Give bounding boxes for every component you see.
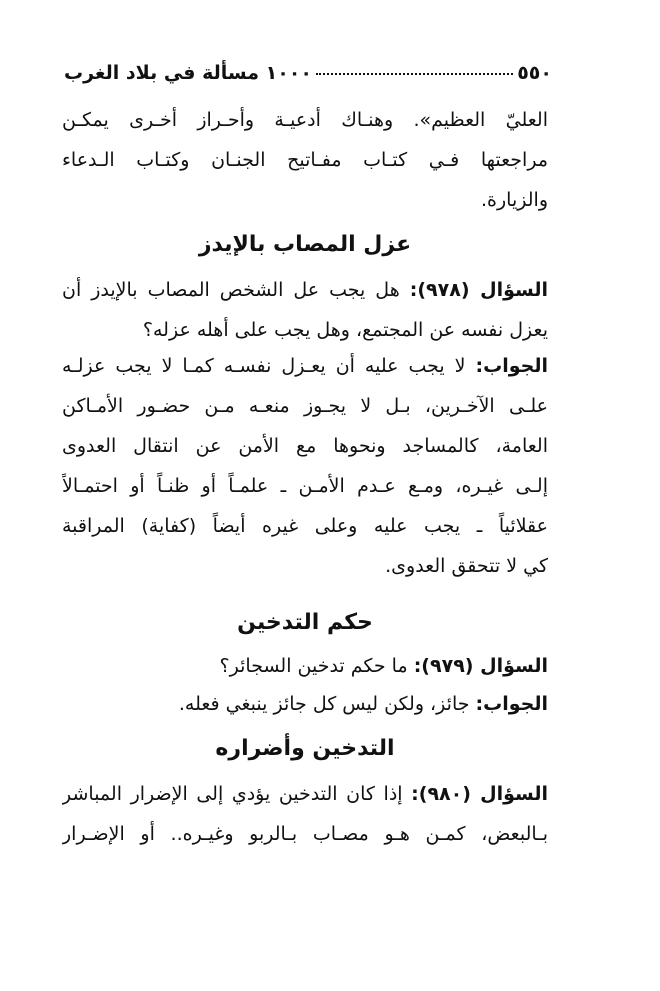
question-label: السؤال (٩٧٩): <box>413 655 548 677</box>
section-heading-aids: عزل المصاب بالإيدز <box>198 232 412 257</box>
answer-line: العامة، كالمساجد ونحوها مع الأمن عن انتقال العدوى <box>62 435 548 457</box>
answer-line: كي لا تتحقق العدوى. <box>385 555 548 577</box>
answer-line: عقلائياً ـ يجب عليه وعلى غيره أيضاً (كفاية) المراقبة <box>62 515 548 537</box>
answer-line <box>62 684 548 724</box>
question-line <box>62 774 548 814</box>
question-label: السؤال (٩٧٨): <box>409 279 548 301</box>
answer-line: إلـى غيـره، ومـع عـدم الأمـن ـ علمـاً أو ظنـاً أو احتمـالاً <box>62 475 548 497</box>
question-line <box>62 646 548 686</box>
question-979 <box>62 646 548 686</box>
answer-979 <box>62 684 548 724</box>
intro-line: مراجعتها فـي كتـاب مفـاتيح الجنـان وكتـاب الـدعاء <box>62 149 548 171</box>
question-text: هل يجب عل الشخص المصاب بالإيدز أن <box>62 279 400 301</box>
section-heading-smoking-harms: التدخين وأضراره <box>215 736 395 761</box>
intro-line: والزيارة. <box>481 189 548 211</box>
leader-dots <box>316 63 513 75</box>
answer-line <box>62 346 548 386</box>
question-label: السؤال (٩٨٠): <box>411 783 548 805</box>
answer-label: الجواب: <box>475 355 548 377</box>
running-head <box>60 58 552 88</box>
answer-text: لا يجب عليه أن يعـزل نفسـه كمـا لا يجب عزلـه <box>62 355 466 377</box>
intro-paragraph <box>62 100 548 220</box>
page-number: ٥٥٠ <box>517 62 552 84</box>
answer-978 <box>62 346 548 586</box>
intro-line: العليّ العظيم». وهنـاك أدعيـة وأحـراز أخـرى يمكـن <box>62 109 548 131</box>
book-title: ١٠٠٠ مسألة في بلاد الغرب <box>64 62 312 84</box>
question-line: بـالبعض، كمـن هـو مصـاب بـالربو وغيـره.. أو الإضـرار <box>62 823 548 845</box>
question-text: ما حكم تدخين السجائر؟ <box>219 655 408 677</box>
answer-text: جائز، ولكن ليس كل جائز ينبغي فعله. <box>178 693 470 715</box>
answer-line: علـى الآخـرين، بـل لا يجـوز منعـه مـن حضـور الأمـاكن <box>62 395 548 417</box>
section-heading-smoking-ruling: حكم التدخين <box>237 610 373 635</box>
question-980 <box>62 774 548 854</box>
question-978 <box>62 270 548 350</box>
question-line <box>62 270 548 310</box>
answer-label: الجواب: <box>475 693 548 715</box>
question-text: إذا كان التدخين يؤدي إلى الإضرار المباشر <box>62 783 403 805</box>
question-line: يعزل نفسه عن المجتمع، وهل يجب على أهله عزله؟ <box>142 319 548 341</box>
